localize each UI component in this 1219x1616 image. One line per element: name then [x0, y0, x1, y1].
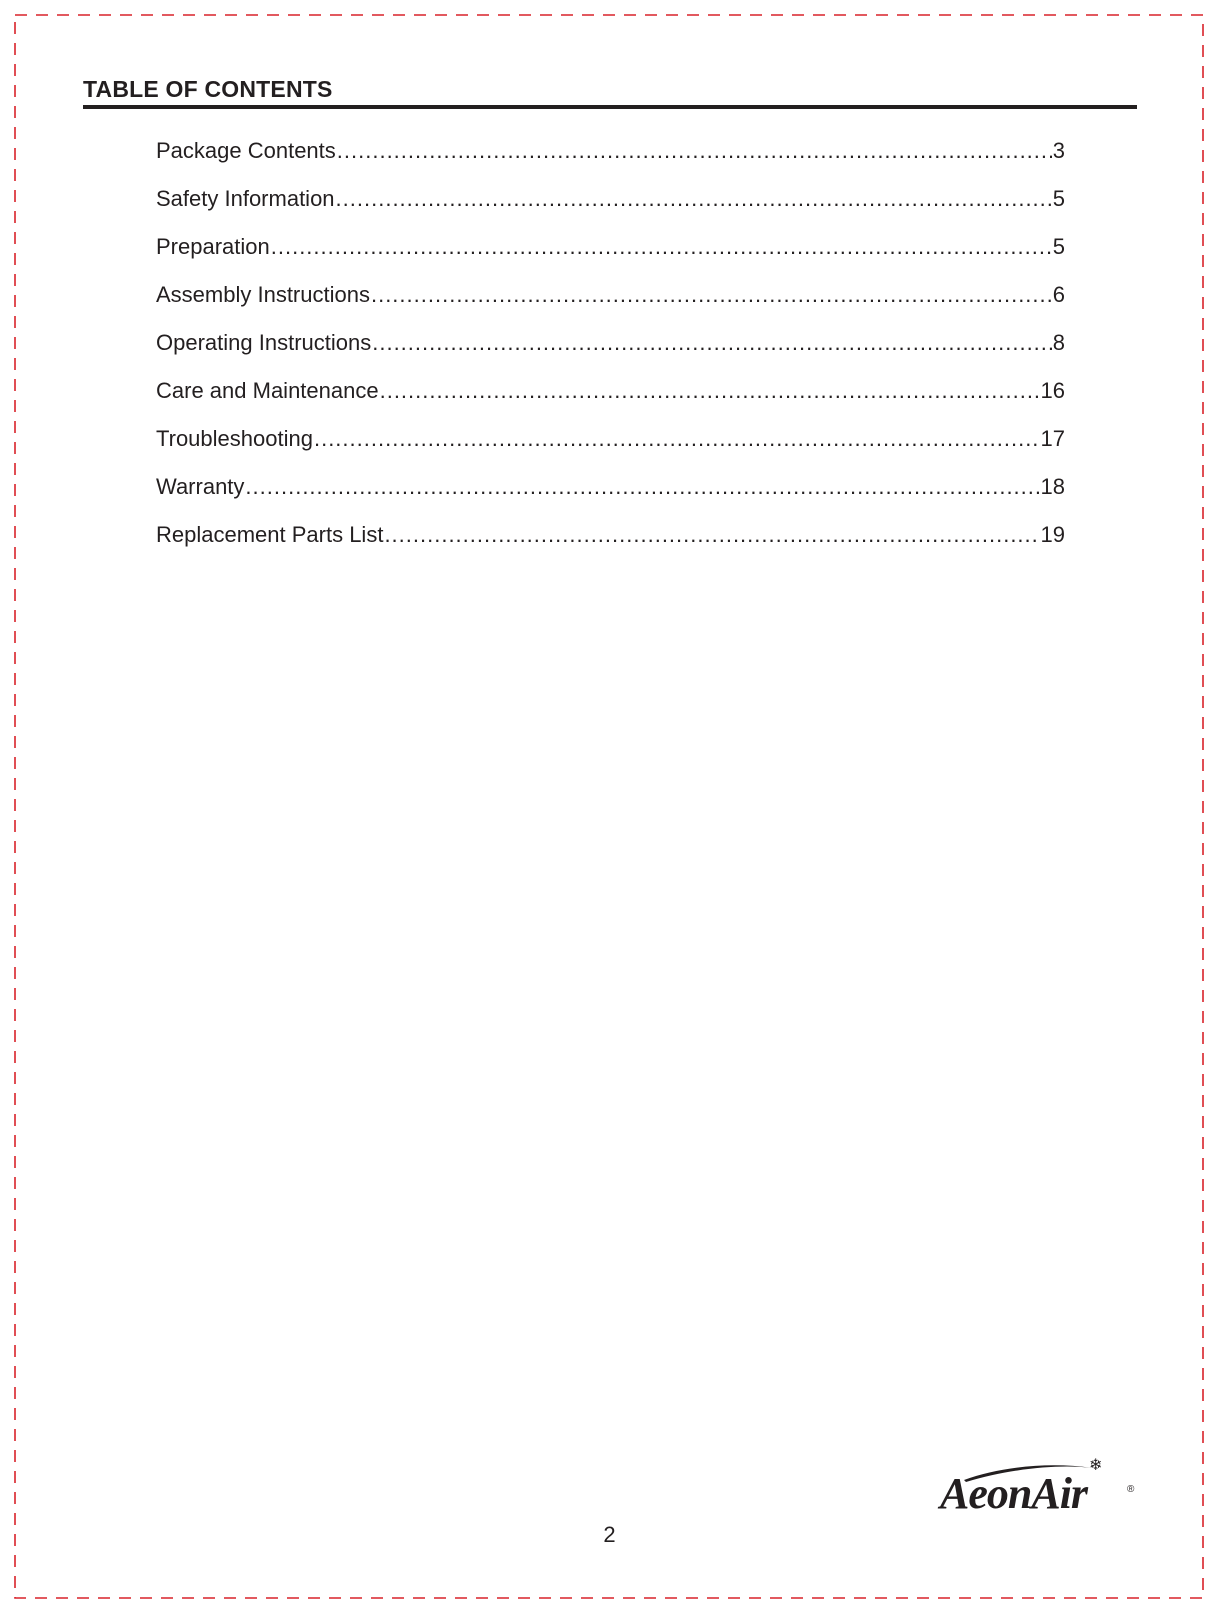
- toc-heading: TABLE OF CONTENTS: [83, 76, 333, 102]
- toc-entry[interactable]: [156, 184, 1065, 232]
- toc-entry[interactable]: [156, 424, 1065, 472]
- toc-entry[interactable]: [156, 472, 1065, 520]
- toc-entry-page: 8: [1052, 330, 1065, 355]
- toc-entry-title: Replacement Parts List: [156, 522, 384, 547]
- snowflake-icon: ❄: [1089, 1457, 1103, 1474]
- toc-list: [156, 136, 1065, 568]
- toc-entry-page: 19: [1040, 522, 1065, 547]
- brand-name: AeonAir: [940, 1469, 1088, 1518]
- toc-entry[interactable]: [156, 280, 1065, 328]
- toc-entry-page: 5: [1052, 234, 1065, 259]
- dot-leader: [380, 376, 1040, 406]
- aeonair-logo: [940, 1457, 1140, 1522]
- toc-entry[interactable]: [156, 136, 1065, 184]
- dot-leader: [372, 328, 1052, 358]
- toc-entry-title: Safety Information: [156, 186, 335, 211]
- dot-leader: [371, 280, 1052, 310]
- heading-rule: [83, 105, 1137, 109]
- dot-leader: [314, 424, 1040, 454]
- toc-entry[interactable]: [156, 232, 1065, 280]
- toc-entry-page: 6: [1052, 282, 1065, 307]
- toc-entry-page: 5: [1052, 186, 1065, 211]
- page-number: 2: [603, 1522, 616, 1547]
- dot-leader: [337, 136, 1052, 166]
- toc-entry[interactable]: [156, 376, 1065, 424]
- toc-entry-title: Operating Instructions: [156, 330, 372, 355]
- dot-leader: [336, 184, 1052, 214]
- dot-leader: [245, 472, 1039, 502]
- toc-entry-page: 18: [1040, 474, 1065, 499]
- toc-entry-title: Warranty: [156, 474, 245, 499]
- toc-entry-title: Care and Maintenance: [156, 378, 379, 403]
- toc-entry-page: 17: [1040, 426, 1065, 451]
- toc-entry-page: 16: [1040, 378, 1065, 403]
- toc-entry-title: Preparation: [156, 234, 270, 259]
- dot-leader: [384, 520, 1039, 550]
- registered-mark: ®: [1127, 1484, 1135, 1495]
- toc-entry[interactable]: [156, 328, 1065, 376]
- toc-entry-title: Package Contents: [156, 138, 336, 163]
- toc-entry-title: Troubleshooting: [156, 426, 313, 451]
- dot-leader: [271, 232, 1052, 262]
- toc-entry-page: 3: [1052, 138, 1065, 163]
- toc-entry-title: Assembly Instructions: [156, 282, 370, 307]
- toc-entry[interactable]: [156, 520, 1065, 568]
